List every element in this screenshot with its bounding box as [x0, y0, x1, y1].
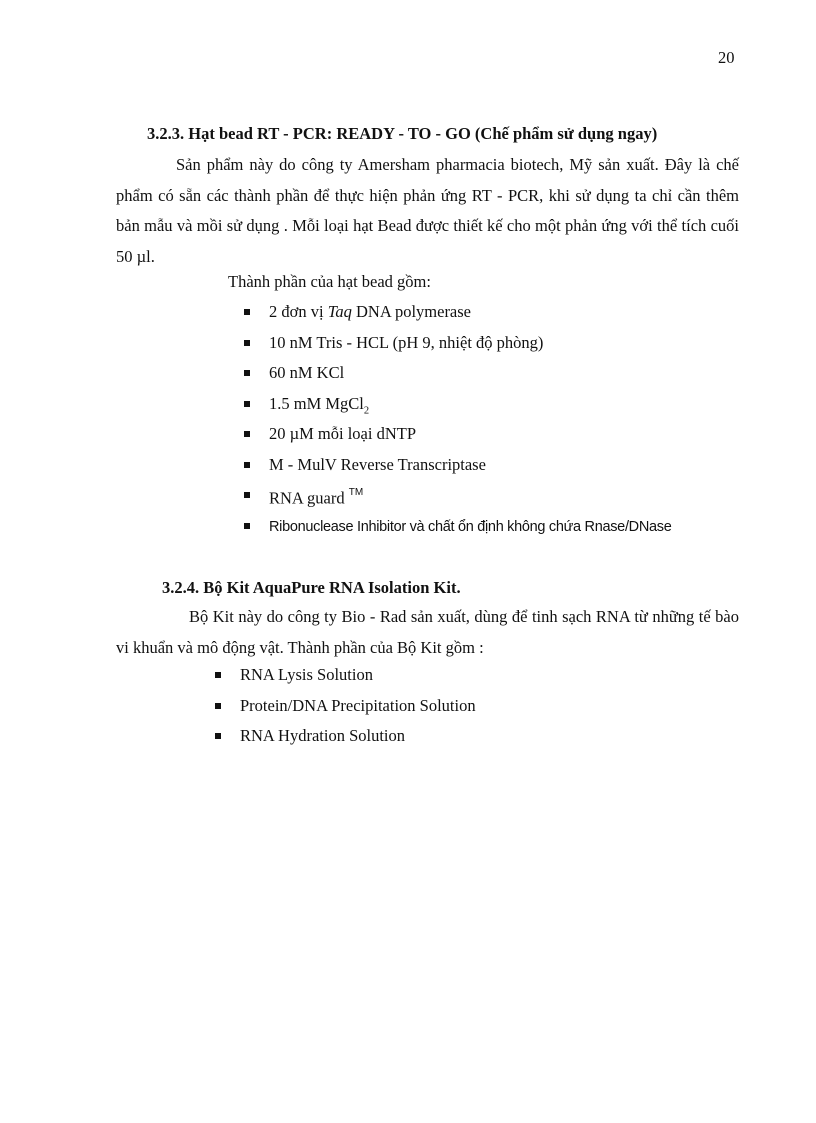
list-item-text: 10 nM Tris - HCL (pH 9, nhiệt độ phòng) — [269, 332, 544, 352]
list-item — [244, 419, 672, 450]
section-3-2-3-paragraph: Sản phẩm này do công ty Amersham pharmacia biotech, Mỹ sản xuất. Đây là chế phẩm có sẵn các thành phần để thực hiện phản ứng RT - PCR, khi sử dụng ta chỉ cần thêm bản mẫu và mồi sử dụng . Mỗi loại hạt Bead được thiết kế cho một phản ứng với thể tích cuối 50 µl. — [116, 155, 739, 267]
list-item-text: 60 nM KCl — [269, 363, 345, 382]
list-item-text: RNA guard — [269, 488, 349, 508]
section-3-2-4-paragraph: Bộ Kit này do công ty Bio - Rad sản xuất, dùng để tinh sạch RNA từ những tế bào vi khuẩn và mô động vật. Thành phần của Bộ Kit gồm : — [116, 607, 739, 657]
list-item-text: Ribonuclease Inhibitor và chất ổn định không chứa Rnase/DNase — [269, 518, 672, 535]
trademark-superscript: TM — [348, 487, 364, 498]
bead-components-list — [244, 297, 672, 541]
list-item-text: 20 µM mỗi loại dNTP — [269, 424, 417, 443]
section-heading-3-2-3: 3.2.3. Hạt bead RT - PCR: READY - TO - GO (Chế phẩm sử dụng ngay) — [147, 124, 658, 143]
page-number: 20 — [718, 48, 735, 67]
list-item-text: RNA Hydration Solution — [240, 726, 406, 745]
list-item — [244, 511, 672, 542]
subscript: 2 — [363, 404, 370, 416]
list-item — [215, 721, 476, 752]
list-item — [244, 297, 672, 328]
list-item — [244, 389, 672, 420]
list-item-text: M - MulV Reverse Transcriptase — [269, 454, 486, 474]
list-item-text: RNA Lysis Solution — [240, 665, 373, 684]
section-heading-3-2-4: 3.2.4. Bộ Kit AquaPure RNA Isolation Kit. — [162, 578, 461, 597]
list-item — [244, 328, 672, 359]
list-item — [244, 358, 672, 389]
list-item — [244, 450, 672, 481]
list-item — [215, 660, 476, 691]
list-item-italic-text: Taq — [327, 302, 352, 321]
list-item-text: 1.5 mM MgCl — [269, 393, 364, 413]
bead-components-intro: Thành phần của hạt bead gồm: — [228, 272, 431, 291]
kit-components-list — [215, 660, 476, 752]
list-item-text: Protein/DNA Precipitation Solution — [240, 695, 476, 715]
list-item — [244, 480, 672, 511]
list-item-text: 2 đơn vị — [269, 302, 328, 321]
list-item-text: DNA polymerase — [351, 302, 472, 321]
list-item — [215, 691, 476, 722]
